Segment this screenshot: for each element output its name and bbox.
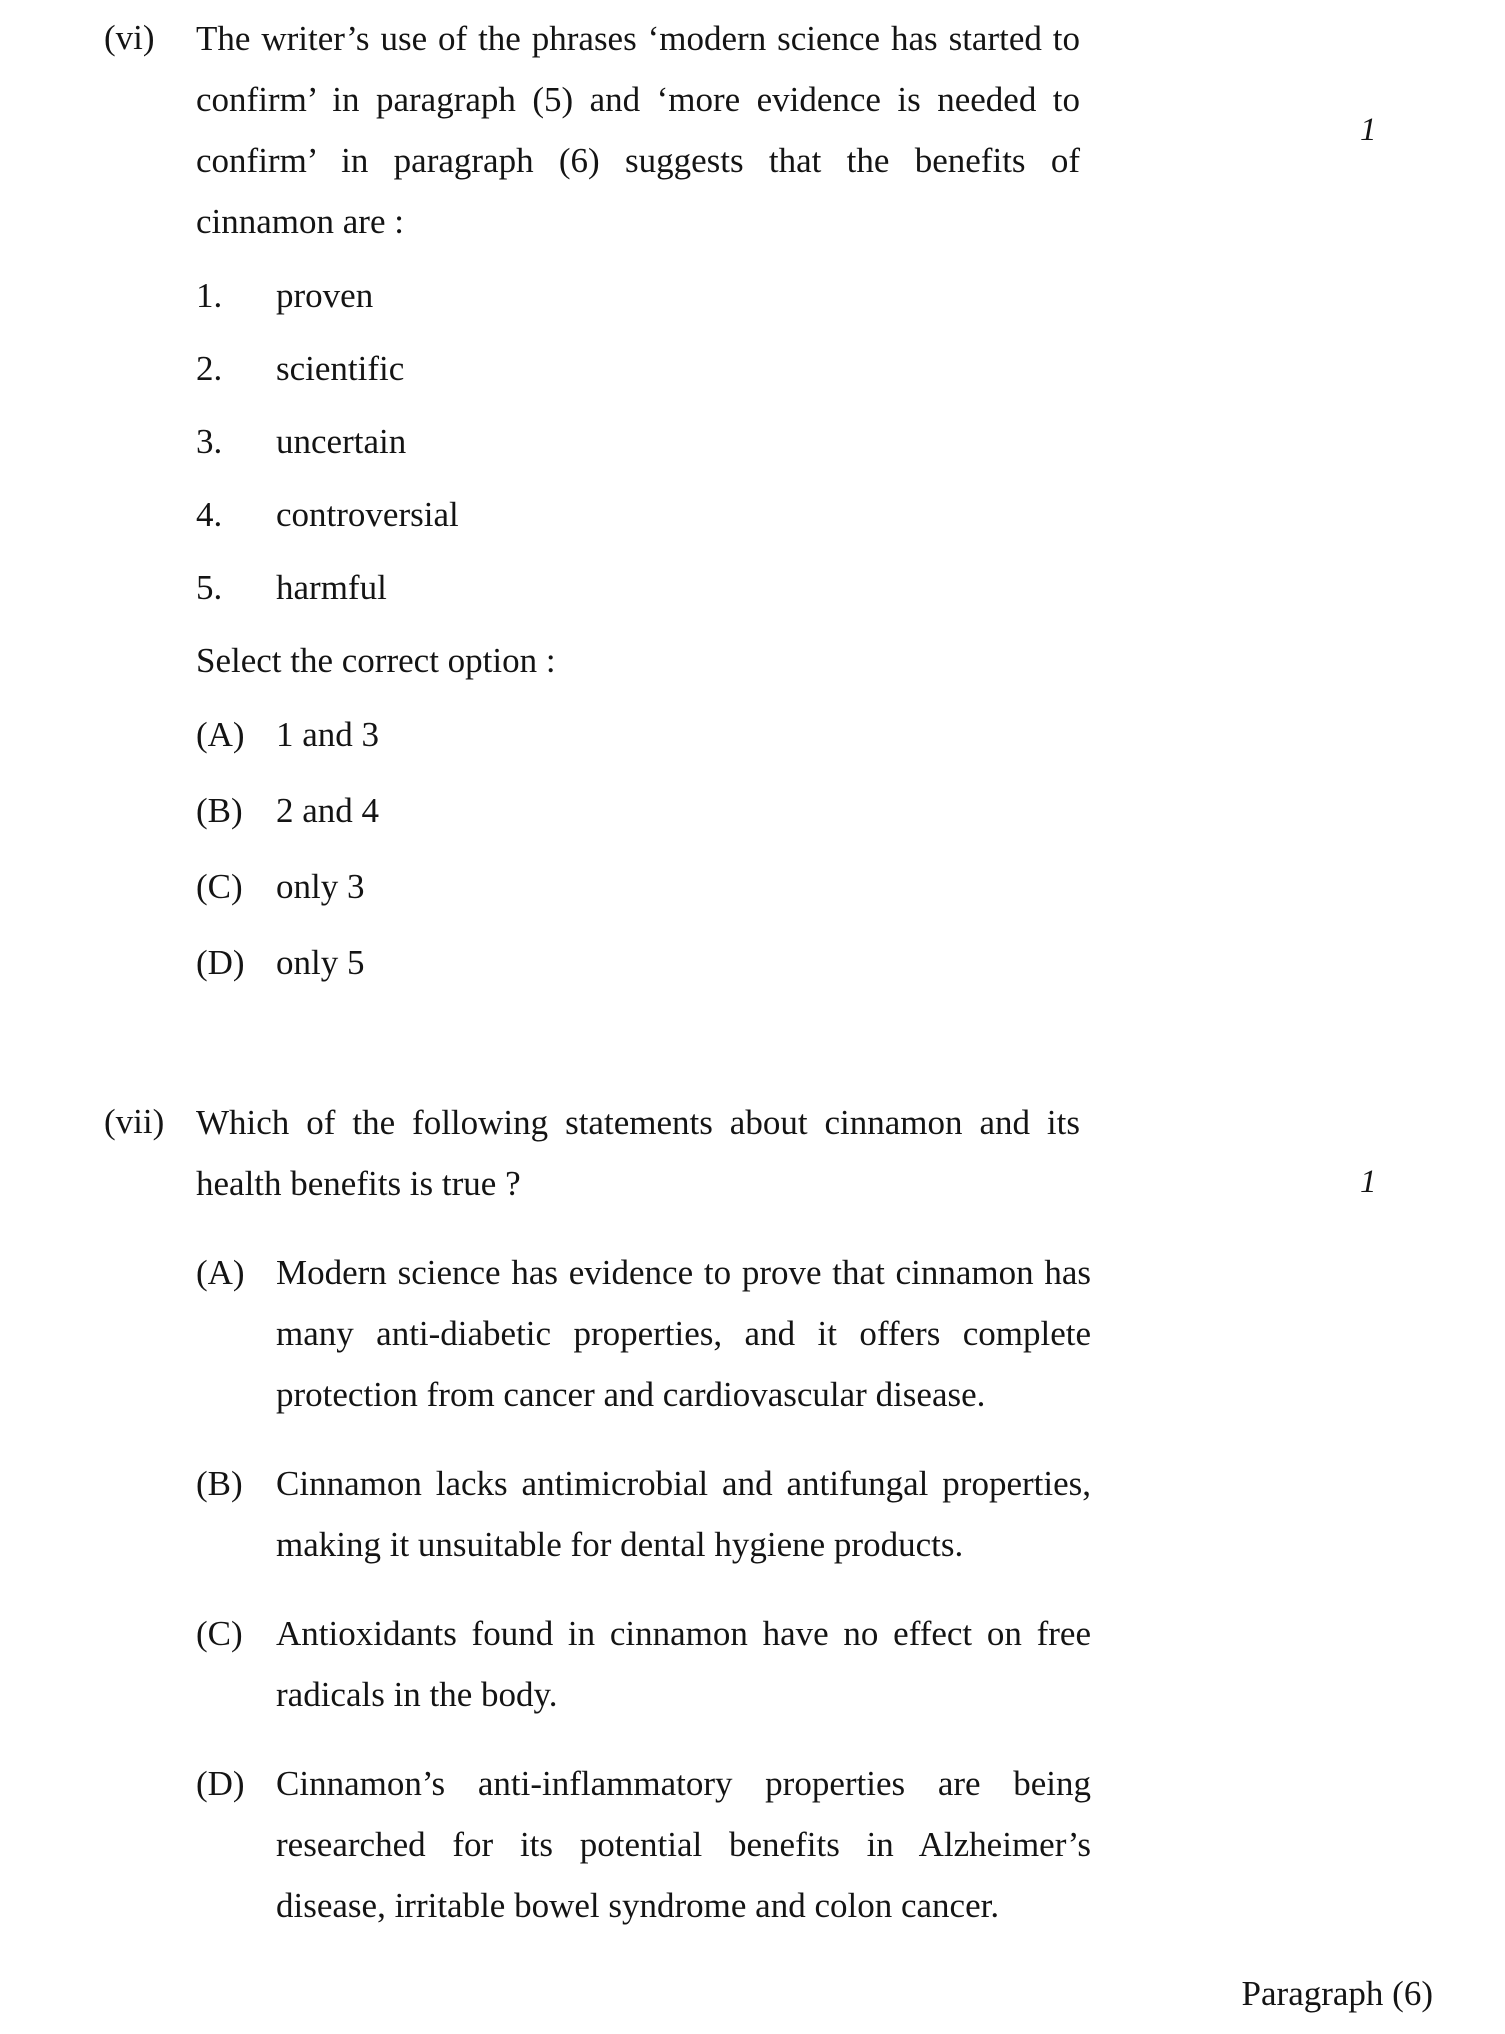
answer-options-vii <box>196 1242 1096 1936</box>
list-item <box>196 272 1096 320</box>
question-number-vii: (vii) <box>104 1102 165 1141</box>
answer-option-marker: (B) <box>196 1464 243 1503</box>
answer-option-marker: (D) <box>196 1764 245 1803</box>
answer-option-a[interactable] <box>196 1242 1096 1425</box>
list-item-label: scientific <box>276 349 405 388</box>
answer-option-d[interactable] <box>196 1753 1096 1936</box>
answer-option-label: Modern science has evidence to prove that cinnamon has many anti-diabetic properties, and it offers complete protection from cancer and cardiovascular disease. <box>276 1253 1091 1414</box>
list-item-marker: 3. <box>196 422 223 461</box>
list-item <box>196 564 1096 612</box>
list-item-label: proven <box>276 276 374 315</box>
answer-option-label: Cinnamon lacks antimicrobial and antifungal properties, making it unsuitable for dental hygiene products. <box>276 1464 1091 1564</box>
question-stem-vii: Which of the following statements about cinnamon and its health benefits is true ? <box>196 1103 1080 1203</box>
answer-option-marker: (A) <box>196 715 245 754</box>
answer-option-label: Antioxidants found in cinnamon have no effect on free radicals in the body. <box>276 1614 1091 1714</box>
list-item-marker: 4. <box>196 495 223 534</box>
question-block-vi <box>88 8 1096 1015</box>
list-item-label: harmful <box>276 568 387 607</box>
answer-option-marker: (D) <box>196 943 245 982</box>
answer-option-c[interactable] <box>196 863 1096 911</box>
question-stem-vi: The writer’s use of the phrases ‘modern science has started to confirm’ in paragraph (5) and ‘more evidence is needed to confirm’ in paragraph (6) suggests that the benefits of cinnamon are : <box>196 19 1080 241</box>
answer-option-label: only 5 <box>276 943 365 982</box>
list-item <box>196 418 1096 466</box>
list-item-marker: 1. <box>196 276 223 315</box>
list-item-label: controversial <box>276 495 459 534</box>
answer-option-a[interactable] <box>196 711 1096 759</box>
answer-option-marker: (C) <box>196 1614 243 1653</box>
answer-option-b[interactable] <box>196 1453 1096 1575</box>
list-item <box>196 345 1096 393</box>
answer-option-marker: (A) <box>196 1253 245 1292</box>
paragraph-reference-note: Paragraph (6) <box>1241 1974 1433 2013</box>
answer-option-b[interactable] <box>196 787 1096 835</box>
answer-option-c[interactable] <box>196 1603 1096 1725</box>
answer-option-marker: (B) <box>196 791 243 830</box>
answer-option-d[interactable] <box>196 939 1096 987</box>
list-item <box>196 491 1096 539</box>
answer-option-label: 1 and 3 <box>276 715 380 754</box>
answer-option-label: only 3 <box>276 867 365 906</box>
marks-indicator-vi: 1 <box>1360 112 1377 148</box>
list-item-marker: 5. <box>196 568 223 607</box>
answer-options-vi <box>196 711 1096 987</box>
answer-option-label: 2 and 4 <box>276 791 380 830</box>
marks-indicator-vii: 1 <box>1360 1164 1377 1200</box>
question-block-vii <box>88 1092 1096 1964</box>
answer-option-marker: (C) <box>196 867 243 906</box>
list-item-marker: 2. <box>196 349 223 388</box>
question-body-vii <box>196 1092 1096 1964</box>
answer-option-label: Cinnamon’s anti-inflammatory properties are being researched for its potential benefits in Alzheimer’s disease, irritable bowel syndrome and colon cancer. <box>276 1764 1091 1925</box>
question-body-vi <box>196 8 1096 1015</box>
numbered-options-list-vi <box>196 272 1096 612</box>
list-item-label: uncertain <box>276 422 407 461</box>
question-number-vi: (vi) <box>104 18 155 57</box>
select-option-instruction: Select the correct option : <box>196 641 556 680</box>
